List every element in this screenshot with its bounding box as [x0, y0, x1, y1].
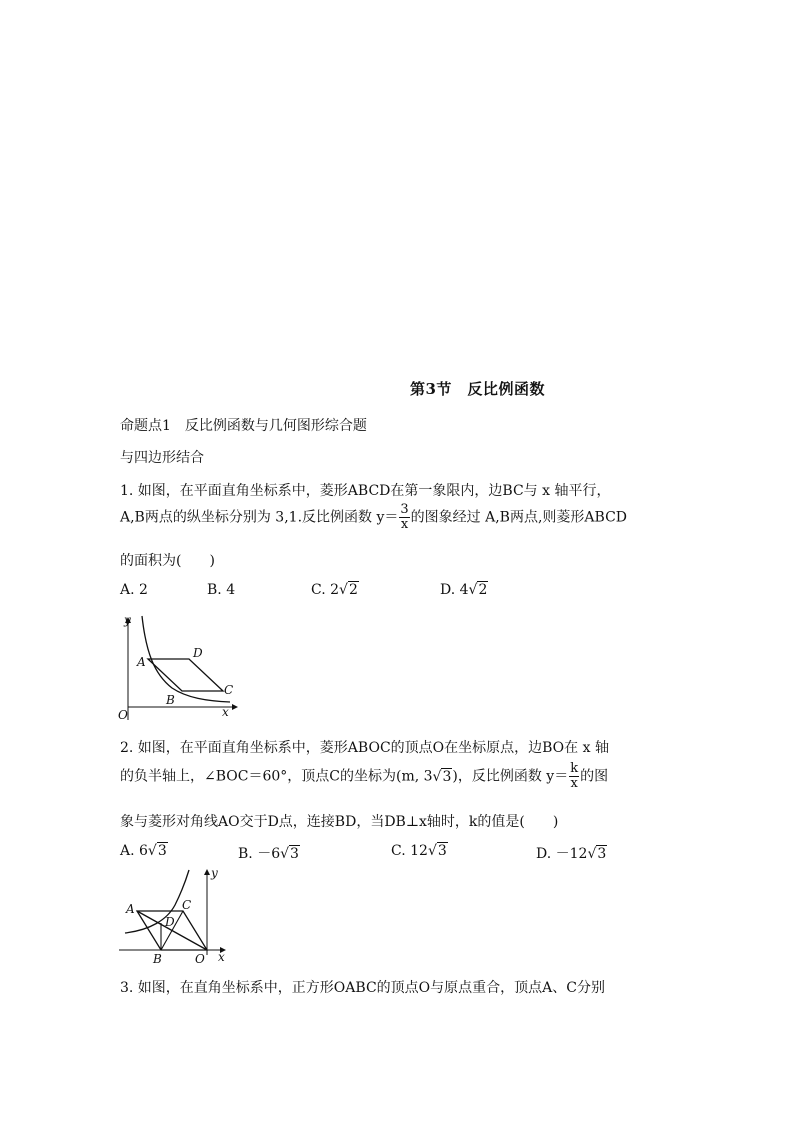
- q2-option-d[interactable]: [536, 843, 607, 863]
- q2-option-c[interactable]: [391, 843, 448, 859]
- q1-option-c-label: C. 2: [311, 582, 340, 598]
- q1-fraction: [399, 503, 409, 532]
- q1-option-c-radicand: 2: [348, 582, 358, 598]
- subtopic-heading: 与四边形结合: [120, 450, 204, 466]
- q1-option-c[interactable]: [311, 582, 359, 598]
- q1-label-b: B: [166, 693, 175, 707]
- q1-line2: [120, 503, 627, 532]
- q2-line2c: 的图: [580, 768, 609, 785]
- q1-option-d-label: D. 4: [440, 582, 469, 598]
- q3-line1: 3. 如图，在直角坐标系中，正方形OABC的顶点O与原点重合，顶点A、C分别: [120, 980, 605, 996]
- q2-option-a[interactable]: [120, 843, 168, 859]
- q2-label-d: D: [165, 915, 175, 929]
- q2-option-a-label: A. 6: [120, 843, 148, 859]
- q2-option-a-radicand: 3: [157, 843, 167, 859]
- q2-option-b-label: B. －6: [238, 846, 281, 862]
- q2-line2b: )，反比例函数 y＝: [452, 768, 569, 785]
- q2-label-x: x: [218, 950, 225, 964]
- sqrt-icon: √3: [432, 768, 452, 785]
- q1-line2b: 的图象经过 A,B两点,则菱形ABCD: [410, 509, 627, 526]
- q1-label-x: x: [222, 705, 229, 719]
- sqrt-icon: √3: [427, 843, 447, 859]
- q1-label-y: y: [124, 613, 131, 627]
- q1-option-d-radicand: 2: [478, 582, 488, 598]
- q1-label-c: C: [224, 683, 234, 697]
- q1-frac-den: x: [400, 517, 409, 532]
- q1-figure: [112, 612, 247, 722]
- sqrt-icon: √2: [468, 582, 488, 598]
- q1-line1: 1. 如图，在平面直角坐标系中，菱形ABCD在第一象限内，边BC与 x 轴平行，: [120, 483, 611, 499]
- q1-label-a: A: [137, 655, 146, 669]
- sqrt-icon: √3: [587, 846, 607, 862]
- sqrt-icon: √2: [339, 582, 358, 598]
- q2-line1: 2. 如图，在平面直角坐标系中，菱形ABOC的顶点O在坐标原点，边BO在 x 轴: [120, 740, 609, 756]
- q2-frac-den: x: [570, 776, 578, 791]
- q1-option-d[interactable]: [440, 582, 488, 598]
- q2-frac-num: k: [570, 761, 579, 776]
- q2-label-b: B: [153, 952, 162, 965]
- q2-label-o: O: [195, 952, 205, 965]
- q2-label-c: C: [182, 898, 192, 912]
- q1-line2a: A,B两点的纵坐标分别为 3,1.反比例函数 y＝: [120, 509, 399, 526]
- q2-label-y: y: [211, 866, 218, 880]
- q2-fraction: [569, 762, 579, 791]
- q2-label-a: A: [126, 902, 135, 916]
- q2-option-b[interactable]: [238, 843, 300, 863]
- q1-label-d: D: [193, 646, 203, 660]
- q2-radicand: 3: [442, 768, 452, 785]
- q2-option-c-label: C. 12: [391, 843, 428, 859]
- topic-heading: 命题点1 反比例函数与几何图形综合题: [120, 418, 367, 434]
- q2-option-b-radicand: 3: [290, 846, 299, 862]
- q1-line3: 的面积为( ): [120, 553, 215, 569]
- q2-line2a: 的负半轴上，∠BOC＝60°，顶点C的坐标为(m, 3: [120, 768, 433, 785]
- section-title: 第3节 反比例函数: [410, 380, 545, 398]
- q2-option-d-radicand: 3: [597, 846, 607, 862]
- q1-option-b[interactable]: B. 4: [207, 582, 236, 598]
- q2-line3: 象与菱形对角线AO交于D点，连接BD，当DB⊥x轴时，k的值是( ): [120, 814, 559, 830]
- q1-frac-num: 3: [400, 502, 409, 517]
- q2-option-c-radicand: 3: [437, 843, 447, 859]
- q1-option-a[interactable]: A. 2: [120, 582, 148, 598]
- sqrt-icon: √3: [280, 846, 299, 862]
- q2-option-d-label: D. －12: [536, 846, 588, 862]
- q2-figure: [115, 865, 230, 965]
- q2-line2: [120, 762, 608, 791]
- sqrt-icon: √3: [147, 843, 167, 859]
- q1-label-o: O: [118, 708, 128, 722]
